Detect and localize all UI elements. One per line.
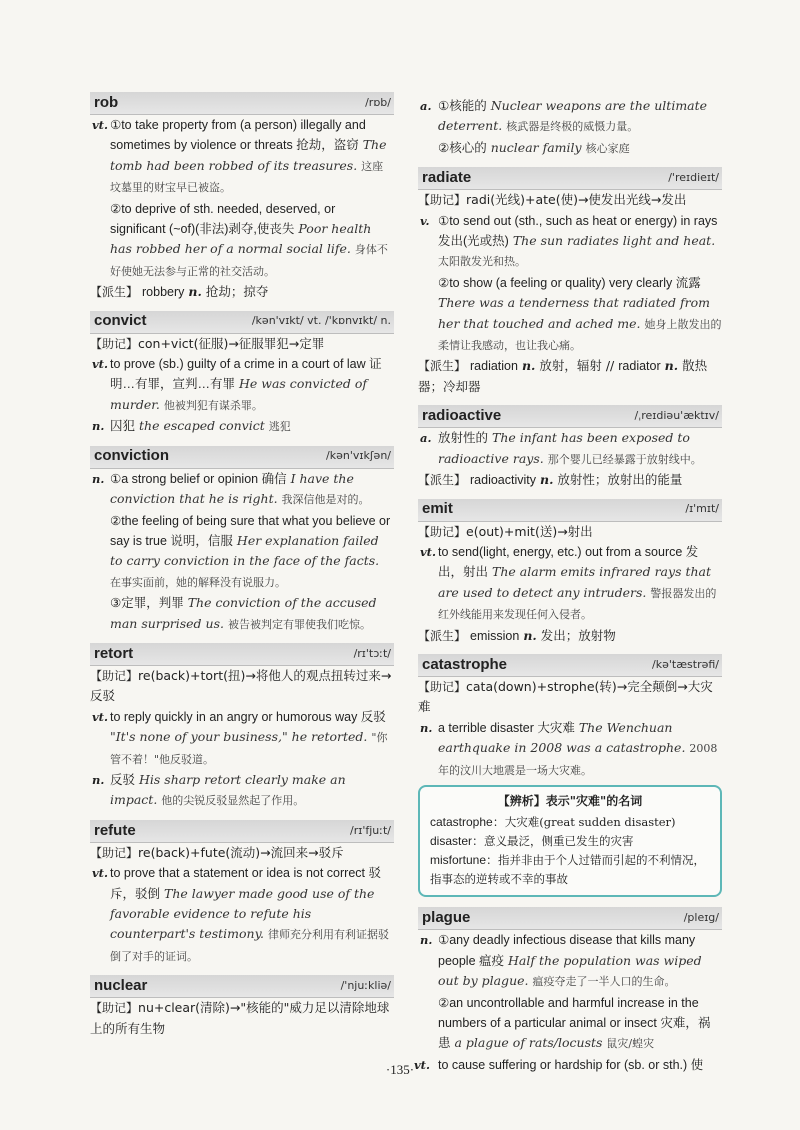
entry-conviction: [90, 446, 394, 635]
definition: 放射性的: [438, 430, 489, 446]
part-of-speech: n.: [420, 720, 433, 735]
sense: [418, 542, 722, 626]
definition: to prove (sb.) guilty of a crime in a court of law 证明…有罪，宣判…有罪: [110, 357, 382, 392]
example: a plague of rats/locusts: [454, 1035, 603, 1051]
note-row: [430, 851, 710, 889]
pronunciation: /ɪ'mɪt/: [685, 502, 719, 516]
headword-bar: [90, 92, 394, 115]
mnemonic-text: re(back)+tort(扭)→将他人的观点扭转过来→反驳: [90, 667, 392, 704]
mnemonic-text: radi(光线)+ate(使)→使发出光线→发出: [466, 192, 687, 208]
sense: [418, 718, 722, 781]
example-translation: 那个婴儿已经暴露于放射线中。: [547, 452, 702, 466]
sense: [90, 593, 394, 635]
example: He was convicted of murder.: [110, 376, 367, 412]
headword: radioactive: [422, 407, 502, 425]
note-desc: 意义最泛，侧重已发生的灾害: [484, 834, 634, 849]
definition: ②to show (a feeling or quality) very clearly 流露: [438, 275, 701, 290]
derivation-tag: 【派生】: [418, 359, 467, 374]
example-translation: 身体不好使她无法参与正常的社交活动。: [110, 243, 388, 278]
part-of-speech: n.: [521, 358, 536, 374]
note-word: catastrophe：: [430, 815, 505, 830]
part-of-speech: vt.: [420, 544, 436, 559]
derived-meaning: 散热器；冷却器: [418, 358, 708, 394]
derived-word: radiator: [618, 359, 661, 374]
headword-bar: [90, 643, 394, 666]
example-translation: 瘟疫夺走了一半人口的生命。: [532, 975, 676, 989]
part-of-speech: a.: [420, 99, 432, 113]
example: The alarm emits infrared rays that are used to detect any intruders.: [438, 564, 712, 600]
headword-bar: [90, 975, 394, 998]
headword: retort: [94, 644, 134, 662]
headword: emit: [422, 500, 453, 518]
headword-bar: [418, 405, 722, 428]
headword-bar: [90, 446, 394, 469]
note-title: 【辨析】表示"灾难"的名词: [497, 793, 643, 808]
example: Poor health has robbed her of a normal social life.: [110, 221, 372, 257]
part-of-speech: n.: [539, 472, 554, 488]
pronunciation: /kə'tæstrəfi/: [652, 657, 719, 671]
headword: catastrophe: [422, 655, 508, 673]
derivation-tag: 【派生】: [90, 285, 139, 300]
derived-word: robbery: [142, 285, 185, 300]
entry-retort: [90, 643, 394, 812]
headword: nuclear: [94, 977, 148, 995]
sense: [90, 115, 394, 199]
sense: [418, 211, 722, 273]
note-desc: 大灾难(great sudden disaster): [504, 815, 676, 830]
headword: radiate: [422, 169, 472, 187]
definition: a terrible disaster 大灾难: [438, 720, 575, 735]
entry-convict: [90, 311, 394, 438]
example-translation: 被告被判定有罪使我们吃惊。: [227, 617, 371, 631]
pronunciation: /'njuːkliə/: [340, 979, 391, 993]
sense: [90, 469, 394, 511]
part-of-speech: n.: [523, 627, 537, 643]
sense: [90, 707, 394, 770]
left-column: [90, 92, 394, 1047]
derived-meaning: 放射性；放射出的能量: [557, 472, 683, 488]
example-translation: 2008年的汶川大地震是一场大灾难。: [438, 742, 718, 777]
definition: ②核心的: [438, 139, 487, 155]
derived-word: radiation: [470, 359, 518, 374]
page-number: ·135·: [385, 1062, 415, 1077]
part-of-speech: n.: [92, 471, 105, 486]
mnemonic-tag: 【助记】: [90, 336, 139, 351]
definition: ②the feeling of being sure that what you believe or say is true 说明，信服: [110, 513, 391, 548]
definition: ③定罪，判罪: [110, 595, 184, 611]
mnemonic-text: cata(down)+strophe(转)→完全颠倒→大灾难: [418, 678, 713, 715]
sense: [418, 993, 722, 1055]
definition: 囚犯: [110, 418, 136, 434]
mnemonic-tag: 【助记】: [418, 193, 467, 208]
part-of-speech: n.: [420, 933, 433, 948]
derived-word: radioactivity: [470, 473, 536, 488]
headword: convict: [94, 312, 147, 330]
note-row: [430, 813, 710, 832]
entry-radiate: [418, 167, 722, 397]
sense: [418, 273, 722, 357]
pronunciation: /kən'vɪkt/ vt. /'kɒnvɪkt/ n.: [251, 314, 391, 328]
derivation: [418, 356, 722, 397]
headword-bar: [90, 311, 394, 334]
derived-meaning: 发出；放射物: [540, 627, 616, 643]
definition: to prove that a statement or idea is not correct 驳斥，驳倒: [110, 866, 381, 901]
pronunciation: /kən'vɪkʃən/: [326, 449, 391, 463]
example-translation: 他的尖锐反驳显然起了作用。: [161, 794, 305, 808]
sense: [418, 930, 722, 992]
mnemonic: [90, 843, 394, 863]
definition: ②an uncontrollable and harmful increase in the numbers of a particular animal or insect 灾难，祸患: [438, 995, 711, 1051]
derivation: [418, 470, 722, 490]
headword: refute: [94, 821, 136, 839]
definition: ②to deprive of sth. needed, deserved, or significant (~of)(非法)剥夺,使丧失: [110, 201, 336, 237]
example: The tomb had been robbed of its treasures.: [110, 137, 387, 173]
mnemonic-tag: 【助记】: [418, 524, 467, 539]
example: There was a tenderness that radiated from her that touched and ached me.: [438, 295, 710, 331]
headword-bar: [418, 499, 722, 522]
example: His sharp retort clearly make an impact.: [110, 771, 346, 808]
headword-bar: [418, 654, 722, 677]
example: The conviction of the accused man surprised us.: [110, 595, 377, 631]
sense: [90, 199, 394, 283]
part-of-speech: a.: [420, 431, 432, 446]
entry-refute: [90, 820, 394, 967]
sense: [90, 416, 394, 437]
right-column: [414, 96, 722, 1083]
example-translation: 她身上散发出的柔情让我感动，也让我心痛。: [438, 317, 722, 353]
part-of-speech: vt.: [92, 118, 108, 132]
definition: 反驳: [110, 771, 136, 787]
part-of-speech: v.: [420, 213, 430, 228]
example: The Wenchuan earthquake in 2008 was a catastrophe.: [438, 719, 686, 756]
example-translation: 他被判犯有谋杀罪。: [163, 398, 263, 412]
derivation: [90, 282, 394, 302]
example-translation: 核心家庭: [585, 141, 630, 155]
headword: conviction: [94, 447, 170, 465]
note-row: [430, 832, 710, 851]
headword: rob: [94, 93, 119, 111]
pronunciation: /rɪ'tɔːt/: [353, 646, 391, 660]
derivation: [418, 626, 722, 646]
definition: to reply quickly in an angry or humorous way 反驳: [110, 709, 386, 724]
sense: [418, 138, 722, 159]
sense: [90, 863, 394, 967]
example: the escaped convict: [139, 418, 265, 434]
example: The sun radiates light and heat.: [512, 233, 716, 249]
mnemonic-tag: 【助记】: [90, 1001, 139, 1016]
derivation-tag: 【派生】: [418, 628, 467, 643]
mnemonic-tag: 【助记】: [90, 668, 139, 683]
part-of-speech: n.: [664, 358, 679, 374]
mnemonic-text: nu+clear(清除)→"核能的"威力足以清除地球上的所有生物: [90, 1000, 390, 1036]
note-word: disaster：: [430, 834, 485, 849]
part-of-speech: vt.: [92, 709, 108, 724]
entry-radioactive: [418, 405, 722, 490]
mnemonic: [418, 190, 722, 210]
sense: [90, 770, 394, 812]
mnemonic: [90, 334, 394, 354]
part-of-speech: vt.: [92, 357, 108, 372]
example-translation: 警报器发出的红外线能用来发现任何入侵者。: [438, 586, 717, 622]
pronunciation: /pleɪg/: [683, 911, 719, 925]
example-translation: 鼠灾/蝗灾: [606, 1037, 655, 1051]
example-translation: 太阳散发光和热。: [438, 255, 526, 269]
derived-word: emission: [470, 628, 520, 643]
entry-emit: [418, 499, 722, 646]
example: Half the population was wiped out by plague.: [438, 952, 702, 989]
derived-meaning: 抢劫；掠夺: [205, 284, 269, 300]
definition: ①a strong belief or opinion 确信: [110, 471, 287, 486]
example: Her explanation failed to carry conviction in the face of the facts.: [110, 532, 380, 569]
mnemonic-tag: 【助记】: [418, 679, 467, 694]
pronunciation: /'reɪdieɪt/: [668, 171, 719, 185]
example-translation: "你管不着！"他反驳道。: [110, 731, 388, 766]
example: "It's none of your business," he retorted.: [110, 729, 368, 745]
example: Nuclear weapons are the ultimate deterrent.: [438, 98, 708, 134]
mnemonic: [418, 677, 722, 718]
note-desc: 指并非由于个人过错而引起的不利情况，指事态的逆转或不幸的事故: [430, 853, 706, 887]
example-translation: 律师充分利用有利证据驳倒了对手的证词。: [110, 928, 389, 963]
mnemonic-text: e(out)+mit(送)→射出: [466, 523, 593, 539]
example-translation: 这座坟墓里的财宝早已被盗。: [110, 159, 384, 195]
part-of-speech: vt.: [92, 866, 108, 881]
example-translation: 核武器是终极的威慑力量。: [506, 120, 639, 134]
example-translation: 逃犯: [268, 420, 291, 434]
usage-note-box: [418, 785, 722, 897]
mnemonic-text: con+vict(征服)→征服罪犯→定罪: [138, 335, 325, 351]
note-word: misfortune：: [430, 853, 499, 868]
part-of-speech: n.: [188, 284, 202, 300]
definition: to send(light, energy, etc.) out from a source 发出，射出: [438, 544, 699, 580]
example-translation: 我深信他是对的。: [281, 493, 370, 507]
entry-nuclear: [90, 975, 394, 1039]
entry-catastrophe: [418, 654, 722, 897]
example: The lawyer made good use of the favorable evidence to refute his counterpart's testimony.: [110, 885, 375, 942]
pronunciation: /rɒb/: [365, 95, 391, 109]
definition: ①核能的: [438, 98, 487, 113]
definition: ①any deadly infectious disease that kills many people 瘟疫: [438, 933, 696, 968]
mnemonic-tag: 【助记】: [90, 845, 139, 860]
mnemonic-text: re(back)+fute(流动)→流回来→驳斥: [138, 844, 344, 860]
part-of-speech: n.: [92, 772, 105, 787]
definition: ①to send out (sth., such as heat or energy) in rays 发出(光或热): [438, 213, 718, 249]
entry-nuclear-continued: [418, 96, 722, 159]
pronunciation: /ˌreɪdiəu'æktɪv/: [634, 409, 719, 423]
mnemonic: [90, 998, 394, 1039]
definition: ①to take property from (a person) illegally and sometimes by violence or threats 抢劫，盗窃: [110, 118, 366, 153]
headword-bar: [418, 907, 722, 930]
headword: plague: [422, 909, 471, 927]
example: nuclear family: [490, 139, 582, 155]
mnemonic: [418, 522, 722, 542]
pronunciation: /rɪ'fjuːt/: [350, 823, 391, 837]
headword-bar: [418, 167, 722, 190]
mnemonic: [90, 666, 394, 707]
sense: [418, 96, 722, 138]
derivation-tag: 【派生】: [418, 473, 467, 488]
entry-rob: [90, 92, 394, 303]
sense: [90, 354, 394, 416]
definition: to cause suffering or hardship for (sb. or sth.) 使: [438, 1057, 704, 1072]
part-of-speech: vt.: [414, 1057, 430, 1072]
example-translation: 在事实面前，她的解释没有说服力。: [110, 575, 286, 589]
example: The infant has been exposed to radioactive rays.: [438, 430, 690, 466]
derived-meaning: 放射，辐射 //: [539, 358, 615, 374]
sense: [418, 428, 722, 470]
entry-plague: [414, 907, 722, 1075]
part-of-speech: n.: [92, 419, 105, 434]
sense: [90, 511, 394, 594]
headword-bar: [90, 820, 394, 843]
example: I have the conviction that he is right.: [110, 470, 354, 507]
